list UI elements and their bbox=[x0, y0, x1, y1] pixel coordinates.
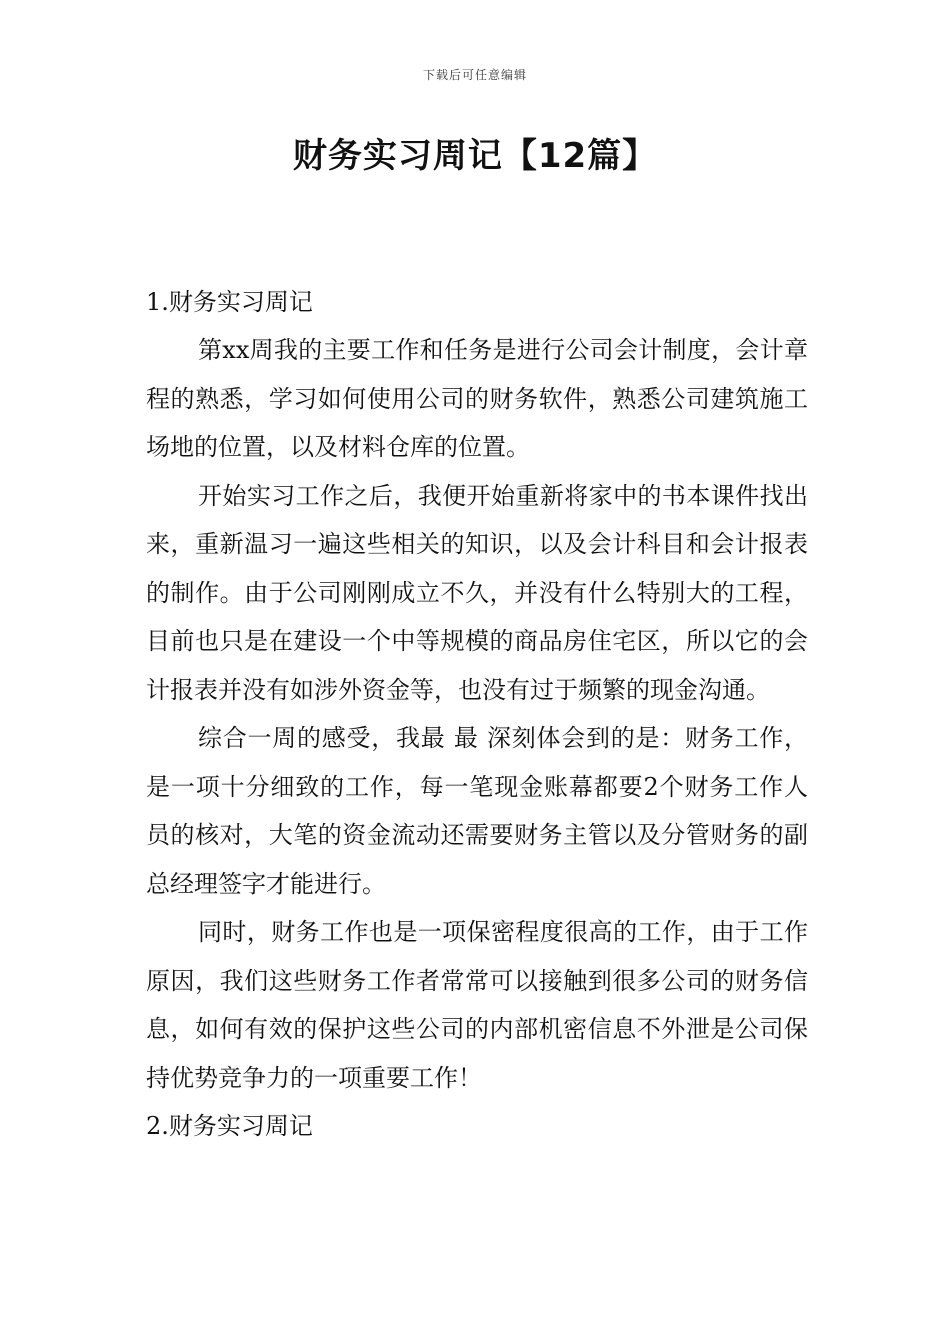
paragraph: 综合一周的感受，我最 最 深刻体会到的是：财务工作，是一项十分细致的工作，每一笔现金账幕都要2个财务工作人员的核对，大笔的资金流动还需要财务主管以及分管财务的副总经理签字才能进行。 bbox=[146, 724, 808, 898]
paragraph: 同时，财务工作也是一项保密程度很高的工作，由于工作原因，我们这些财务工作者常常可以接触到很多公司的财务信息，如何有效的保护这些公司的内部机密信息不外泄是公司保持优势竞争力的一项重要工作！ bbox=[146, 918, 808, 1092]
paragraph: 开始实习工作之后，我便开始重新将家中的书本课件找出来，重新温习一遍这些相关的知识，以及会计科目和会计报表的制作。由于公司刚刚成立不久，并没有什么特别大的工程，目前也只是在建设一个中等规模的商品房住宅区，所以它的会计报表并没有如涉外资金等，也没有过于频繁的现金沟通。 bbox=[146, 481, 808, 704]
paragraph: 第xx周我的主要工作和任务是进行公司会计制度，会计章程的熟悉，学习如何使用公司的财务软件，熟悉公司建筑施工场地的位置，以及材料仓库的位置。 bbox=[146, 336, 808, 461]
document-title: 财务实习周记【12篇】 bbox=[292, 136, 658, 176]
section-heading-2: 2.财务实习周记 bbox=[146, 1112, 313, 1140]
header-note: 下载后可任意编辑 bbox=[422, 68, 527, 82]
document-body bbox=[146, 278, 808, 1150]
section-heading-1: 1.财务实习周记 bbox=[146, 288, 313, 316]
